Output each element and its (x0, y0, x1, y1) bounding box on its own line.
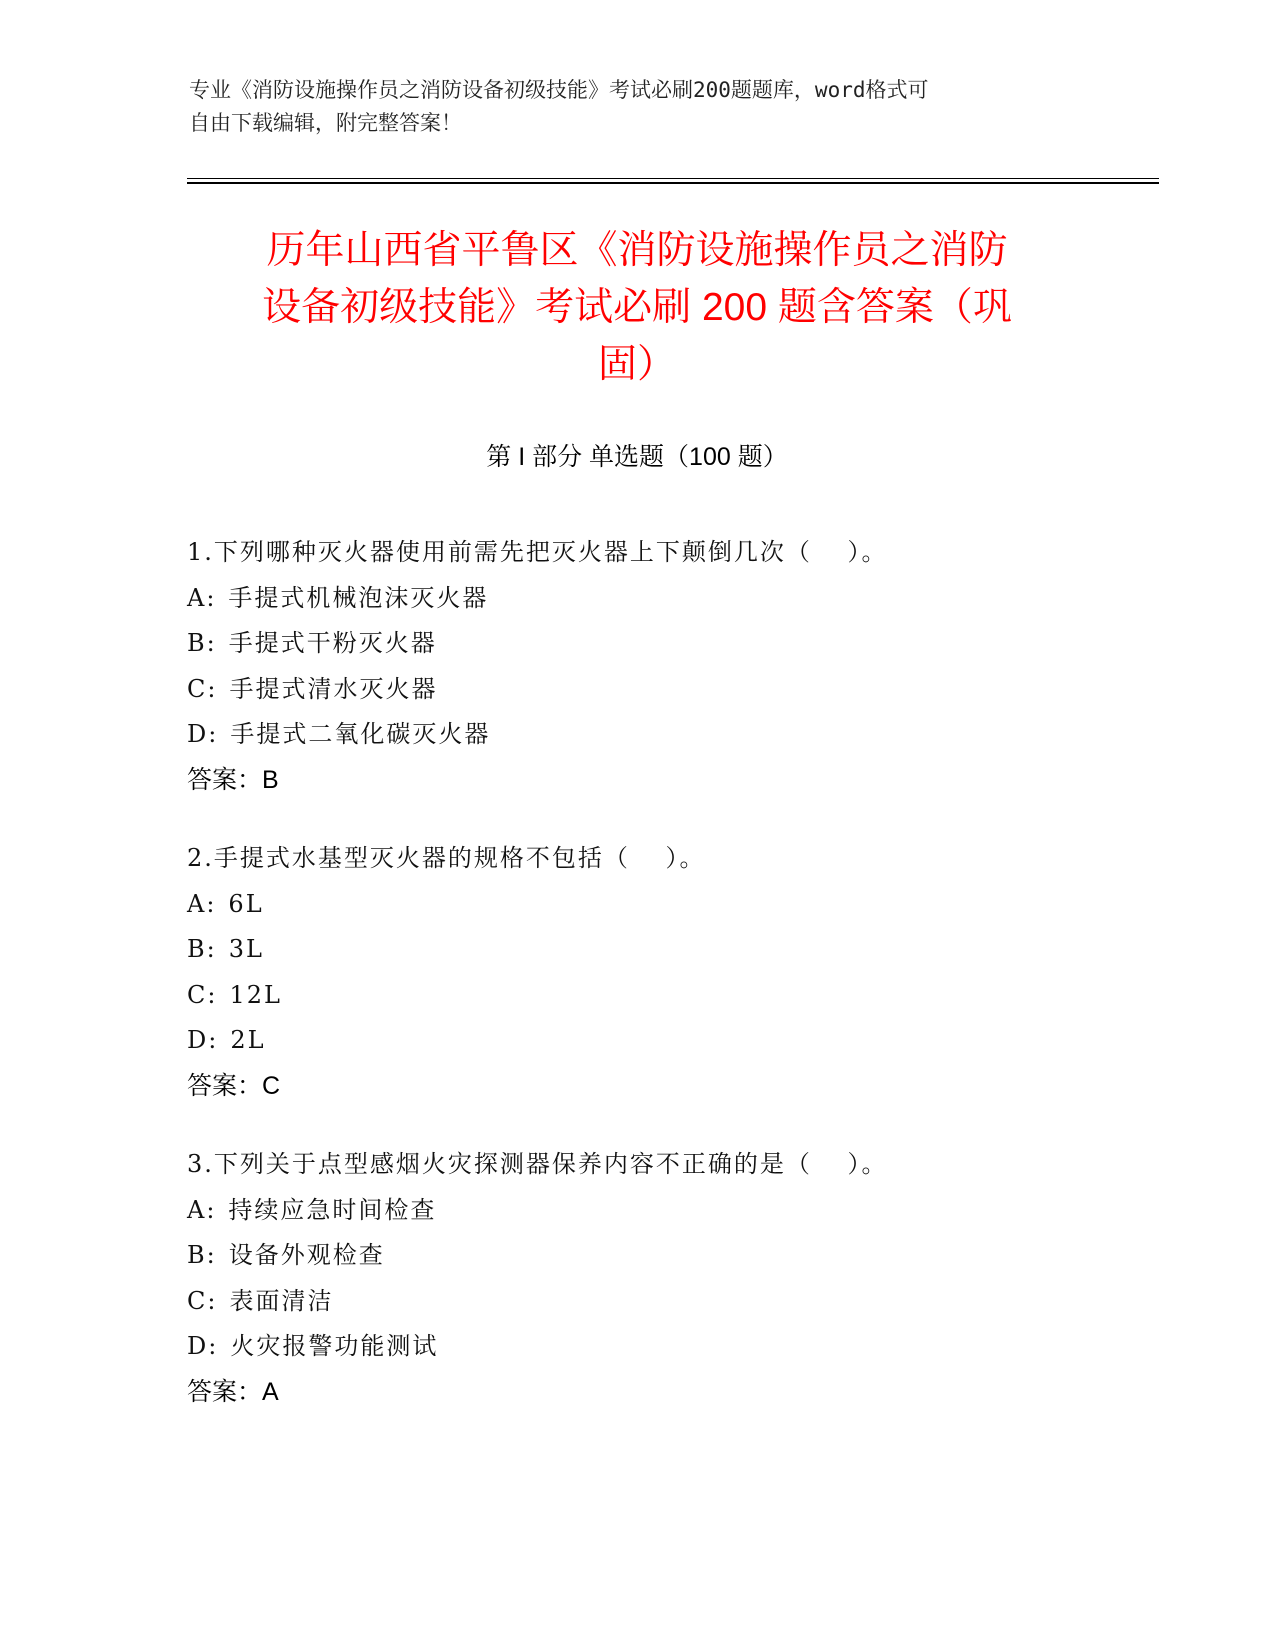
option-text: 火灾报警功能测试 (230, 1332, 439, 1360)
header-divider-thin (187, 178, 1159, 179)
option-text: 12L (229, 980, 282, 1009)
question-stem: 1.下列哪种灭火器使用前需先把灭火器上下颠倒几次（ ）。 (187, 538, 888, 566)
option-b (187, 1233, 1147, 1279)
document-title-line-3: 固） (597, 343, 676, 386)
question-item (187, 1142, 1147, 1415)
option-c (187, 1279, 1147, 1325)
option-label: B: (187, 935, 217, 963)
option-d (187, 1324, 1147, 1370)
option-label: A: (187, 889, 217, 918)
option-label: C: (187, 674, 218, 703)
option-text: 设备外观检查 (228, 1241, 385, 1269)
option-b (187, 621, 1147, 667)
option-a (187, 882, 1147, 928)
question-stem: 2.手提式水基型灭火器的规格不包括（ ）。 (187, 844, 706, 872)
option-a (187, 576, 1147, 622)
header-note (189, 74, 1089, 140)
option-label: D: (187, 1026, 219, 1054)
document-title-line-2: 设备初级技能》考试必刷 200 题含答案（巩 (262, 286, 1012, 329)
option-text: 手提式清水灭火器 (229, 674, 438, 703)
option-label: A: (187, 1195, 217, 1224)
option-c (187, 667, 1147, 713)
option-text: 手提式干粉灭火器 (228, 629, 437, 657)
header-note-line-2: 自由下载编辑，附完整答案！ (189, 111, 462, 135)
option-text: 3L (228, 935, 264, 963)
option-b (187, 927, 1147, 973)
option-label: B: (187, 629, 217, 657)
answer-line: 答案：A (187, 1377, 279, 1406)
answer-line: 答案：C (187, 1071, 281, 1100)
question-item (187, 530, 1147, 803)
option-d (187, 1018, 1147, 1064)
option-label: C: (187, 980, 218, 1009)
option-label: D: (187, 720, 219, 748)
question-list (187, 530, 1147, 1448)
document-title-line-1: 历年山西省平鲁区《消防设施操作员之消防 (266, 229, 1008, 272)
answer-line: 答案：B (187, 765, 279, 794)
option-label: B: (187, 1241, 217, 1269)
section-heading: 第 I 部分 单选题（100 题） (486, 443, 788, 471)
option-text: 手提式机械泡沫灭火器 (228, 583, 489, 612)
question-item (187, 836, 1147, 1109)
option-text: 2L (230, 1026, 266, 1054)
header-note-line-1: 专业《消防设施操作员之消防设备初级技能》考试必刷200题题库，word格式可 (189, 78, 929, 102)
document-title (187, 222, 1087, 393)
option-label: D: (187, 1332, 219, 1360)
option-label: C: (187, 1286, 218, 1315)
header-divider-thick (187, 182, 1159, 184)
option-text: 6L (228, 889, 264, 918)
option-d (187, 712, 1147, 758)
option-c (187, 973, 1147, 1019)
option-text: 持续应急时间检查 (228, 1195, 437, 1224)
option-a (187, 1188, 1147, 1234)
question-stem: 3.下列关于点型感烟火灾探测器保养内容不正确的是（ ）。 (187, 1150, 888, 1178)
option-label: A: (187, 583, 217, 612)
option-text: 手提式二氧化碳灭火器 (230, 720, 491, 748)
option-text: 表面清洁 (229, 1286, 334, 1315)
